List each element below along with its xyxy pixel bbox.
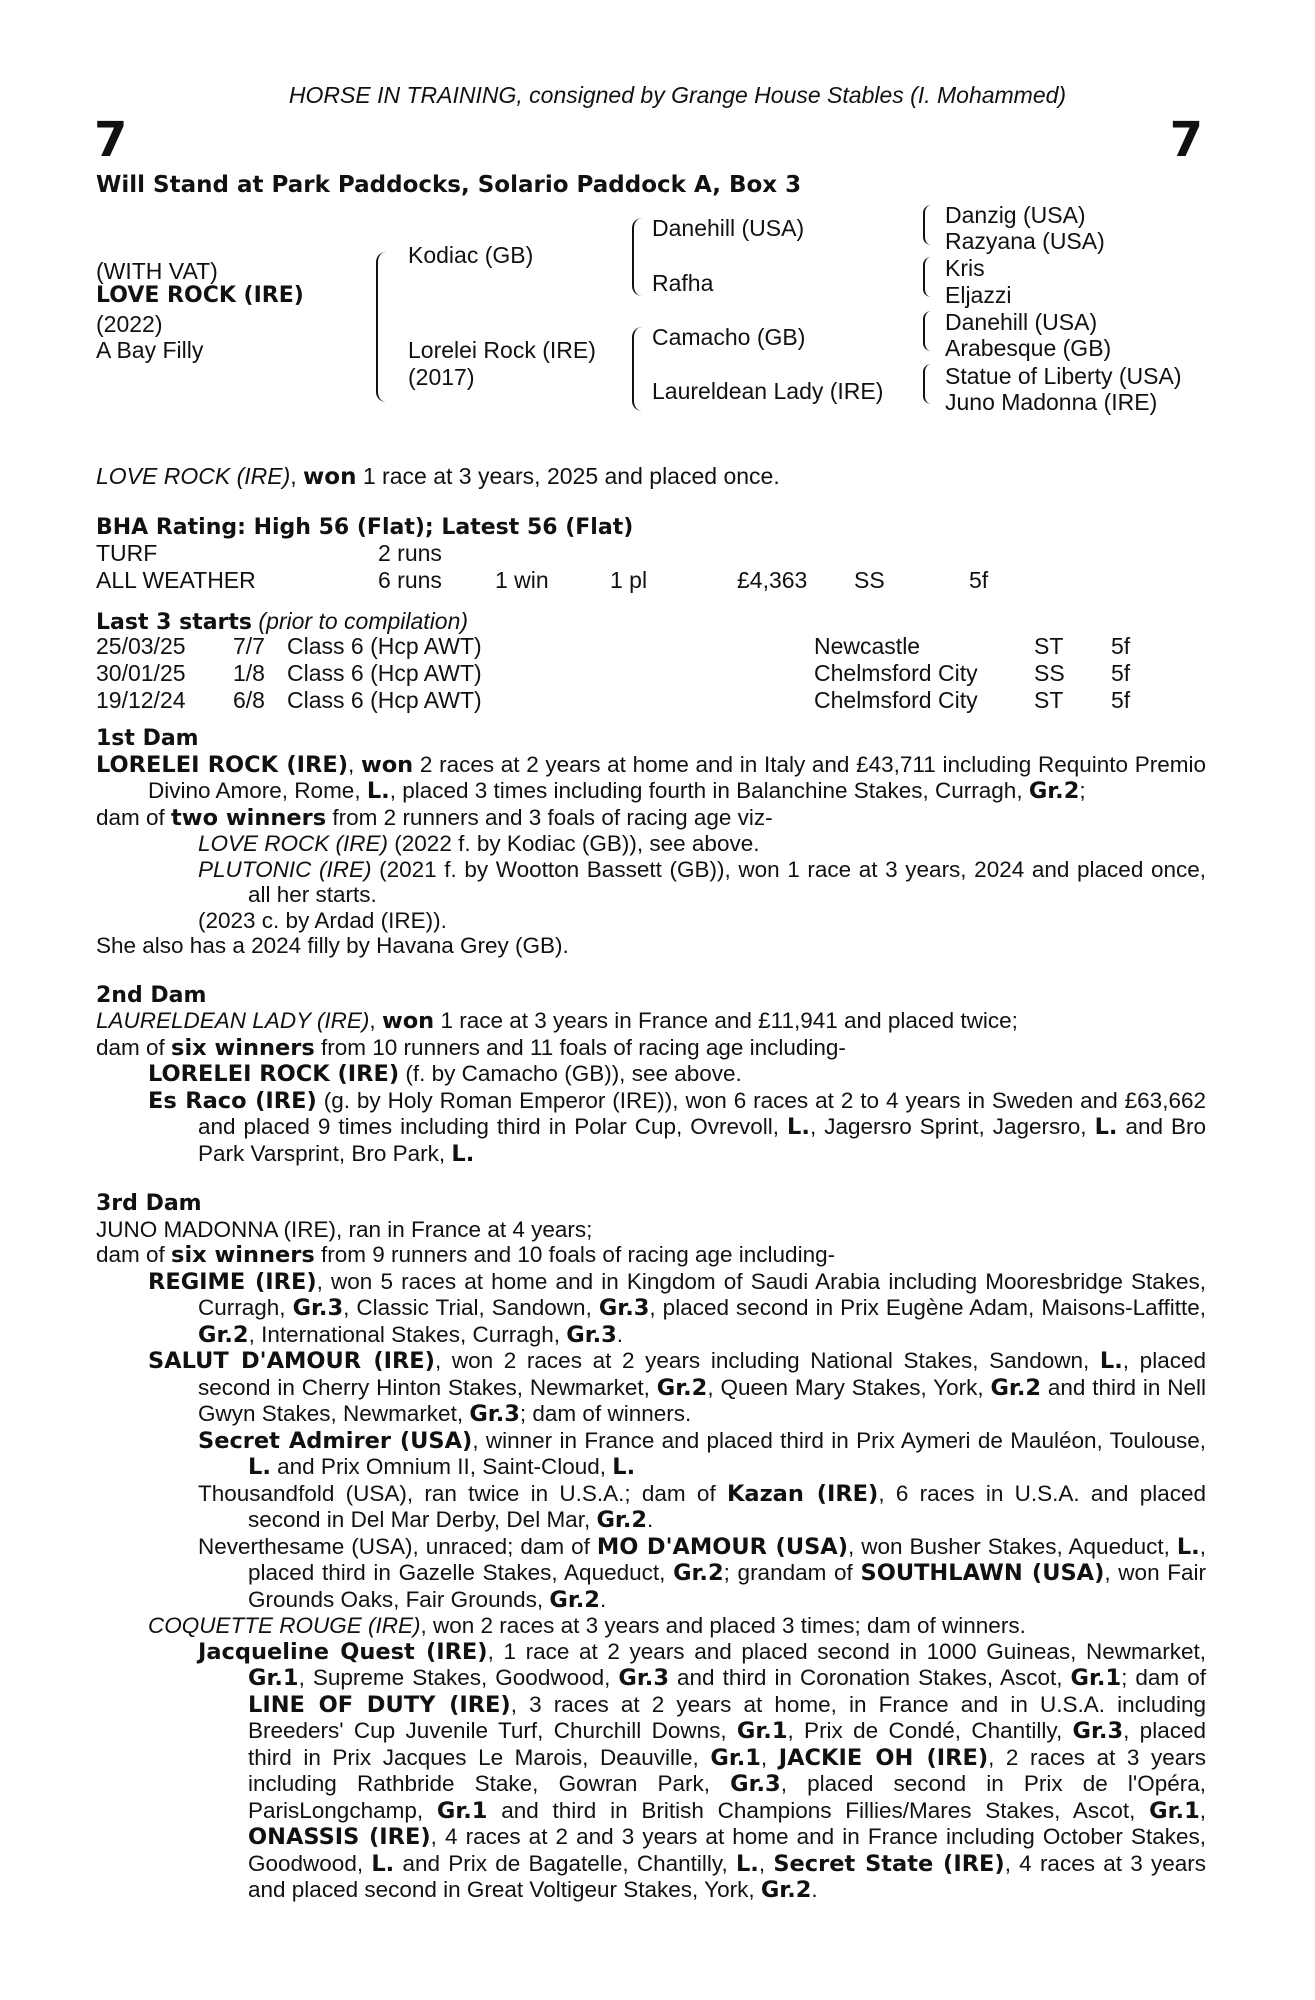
dam-dam: Laureldean Lady (IRE): [652, 378, 884, 404]
text: , placed second in Prix de l'Opéra, ParisLongchamp,: [248, 1771, 1206, 1823]
text: ; dam of winners.: [519, 1401, 692, 1426]
sire-sire: Danehill (USA): [652, 215, 805, 241]
sire: Kodiac (GB): [408, 242, 534, 268]
text: , Classic Trial, Sandown,: [343, 1295, 599, 1320]
foal-name: PLUTONIC (IRE): [198, 856, 372, 882]
date: 25/03/25: [96, 633, 186, 659]
text: , Supreme Stakes, Goodwood,: [298, 1665, 619, 1690]
text: ,: [1199, 1797, 1206, 1823]
position: 7/7: [233, 633, 265, 659]
thousandfold-entry: [96, 1481, 1206, 1534]
text: 1 race at 3 years in France and £11,941 and placed twice;: [434, 1008, 1018, 1033]
grade: Gr.3: [730, 1771, 781, 1797]
consignor-header: HORSE IN TRAINING, consigned by Grange House Stables (I. Mohammed): [288, 82, 1067, 108]
text: dam of: [96, 804, 172, 830]
grade: Gr.2: [1028, 778, 1080, 804]
text: , 3 races at 2 years at home, in France and in U.S.A. including Breeders' Cup Juvenile Turf, Churchill Downs,: [248, 1691, 1206, 1743]
jacqueline-entry: [96, 1639, 1206, 1904]
listed: L.: [1094, 1114, 1118, 1140]
grade: Gr.2: [549, 1586, 600, 1613]
text: , placed third in Prix Jacques Le Marois, Deauville,: [248, 1718, 1206, 1770]
text: ,: [758, 1850, 774, 1876]
g3-5: Danehill (USA): [945, 309, 1098, 335]
foal-name: REGIME (IRE): [148, 1268, 317, 1295]
third-dam-heading: 3rd Dam: [96, 1191, 202, 1216]
stand-location: Will Stand at Park Paddocks, Solario Paddock A, Box 3: [96, 172, 802, 198]
first-dam-record: LORELEI ROCK (IRE), won 2 races at 2 years at home and in Italy and £43,711 including Requinto Premio Divino Amore, Rome, L., placed 3 times including fourth in Balanchine Stakes, Curragh, Gr.2;: [96, 751, 1206, 804]
third-dam-record: JUNO MADONNA (IRE), ran in France at 4 years;: [96, 1216, 593, 1242]
second-dam-name: LAURELDEAN LADY (IRE): [96, 1008, 370, 1033]
distance: 5f: [969, 567, 989, 593]
course: Chelmsford City: [814, 660, 978, 686]
text: ; dam of: [1121, 1665, 1206, 1690]
text: and third in British Champions Fillies/Mares Stakes, Ascot,: [487, 1797, 1150, 1823]
text: , Prix de Condé, Chantilly,: [787, 1718, 1073, 1743]
first-dam-foal-2: [96, 857, 1206, 908]
g3-1: Danzig (USA): [945, 202, 1086, 228]
text: , placed 3 times including fourth in Balanchine Stakes, Curragh,: [389, 778, 1029, 803]
text: , Queen Mary Stakes, York,: [707, 1374, 991, 1400]
grade: Gr.3: [292, 1295, 344, 1321]
grade: Gr.1: [248, 1665, 299, 1691]
text: dam of: [96, 1242, 172, 1267]
g3-2: Razyana (USA): [945, 228, 1105, 254]
grade: Gr.3: [618, 1665, 669, 1691]
rating-row-aw: [96, 567, 988, 594]
listed: L.: [451, 1140, 475, 1167]
text: dam of: [96, 1034, 172, 1060]
summary-text: 1 race at 3 years, 2025 and placed once.: [356, 463, 780, 489]
grade: Gr.2: [198, 1321, 249, 1348]
dd-brace: [923, 364, 931, 404]
regime-entry: [96, 1269, 1206, 1349]
start-row: [96, 687, 1130, 714]
listed: L.: [612, 1454, 636, 1480]
foal-name: Jacqueline Quest (IRE): [198, 1638, 488, 1665]
grade: Gr.3: [469, 1401, 520, 1427]
distance: 5f: [1111, 633, 1131, 659]
grade: Gr.3: [598, 1295, 650, 1321]
first-dam-produce-intro: [96, 805, 1206, 832]
text: 2 races at 2 years at home and in Italy and £43,711 including Requinto Premio Divino Amore, Rome,: [148, 751, 1206, 803]
text: and Prix Omnium II, Saint-Cloud,: [270, 1454, 613, 1479]
start-row: [96, 660, 1130, 687]
ss-brace: [923, 205, 931, 245]
text: and Prix de Bagatelle, Chantilly,: [394, 1850, 736, 1876]
third-dam-produce-intro: [96, 1242, 1206, 1269]
listed: L.: [366, 778, 390, 804]
text: .: [616, 1321, 624, 1347]
grade: Gr.1: [1149, 1797, 1200, 1824]
g3-7: Statue of Liberty (USA): [945, 363, 1182, 389]
first-dam-also: She also has a 2024 filly by Havana Grey (GB).: [96, 933, 569, 958]
salut-entry: [96, 1348, 1206, 1428]
first-dam-foal-3: (2023 c. by Ardad (IRE)).: [198, 907, 447, 933]
race-class: Class 6 (Hcp AWT): [287, 687, 482, 713]
text: , won Busher Stakes, Aqueduct,: [848, 1533, 1177, 1559]
second-dam-produce-intro: [96, 1035, 1206, 1062]
foal-name: SALUT D'AMOUR (IRE): [148, 1348, 435, 1374]
grade: Gr.1: [436, 1797, 488, 1824]
text: , 4 races at 3 years and placed second in Great Voltigeur Stakes, York,: [248, 1850, 1206, 1902]
last-starts-table: [96, 633, 1130, 714]
foal-name: SOUTHLAWN (USA): [860, 1560, 1105, 1586]
text: (2021 f. by Wootton Bassett (GB)), won 1 race at 3 years, 2024 and placed once, all her starts.: [248, 856, 1206, 907]
grade: Gr.2: [656, 1374, 708, 1401]
places: [610, 540, 737, 567]
wins: [495, 540, 610, 567]
going: ST: [1034, 687, 1064, 713]
prize: £4,363: [737, 567, 808, 593]
bha-rating: BHA Rating: High 56 (Flat); Latest 56 (Flat): [96, 515, 634, 540]
text: (g. by Holy Roman Emperor (IRE)), won 6 races at 2 to 4 years in Sweden and £63,662 and placed 9 times including third in Polar Cup, Ovrevoll,: [198, 1087, 1206, 1139]
distance: 5f: [1111, 687, 1131, 713]
grade: Gr.3: [566, 1321, 617, 1348]
text: .: [811, 1877, 818, 1902]
going: ST: [1034, 633, 1064, 659]
text: .: [647, 1507, 654, 1532]
text: from 9 runners and 10 foals of racing age including-: [314, 1242, 836, 1267]
foal-name: Es Raco (IRE): [148, 1087, 317, 1114]
dam: Lorelei Rock (IRE): [408, 337, 596, 363]
going: [854, 540, 969, 567]
text: ,: [760, 1744, 779, 1770]
race-summary: LOVE ROCK (IRE), won 1 race at 3 years, 2025 and placed once.: [96, 463, 780, 490]
grade: Gr.2: [596, 1507, 648, 1533]
listed: L.: [1176, 1533, 1200, 1560]
rating-table: [96, 540, 988, 594]
first-dam-heading: 1st Dam: [96, 726, 199, 751]
course: Chelmsford City: [814, 687, 978, 713]
text: and third in Nell Gwyn Stakes, Newmarket,: [198, 1374, 1207, 1426]
pedigree-brace: [376, 252, 388, 402]
text: (f. by Camacho (GB)), see above.: [399, 1061, 742, 1086]
coquette-entry: [96, 1613, 1206, 1639]
listed: L.: [1099, 1348, 1123, 1374]
foal-name: Secret Admirer (USA): [198, 1427, 473, 1454]
winner-count: six winners: [171, 1242, 315, 1268]
grade: Gr.1: [710, 1744, 761, 1771]
dam-year: (2017): [408, 364, 475, 390]
text: , winner in France and placed third in Prix Aymeri de Mauléon, Toulouse,: [472, 1427, 1206, 1453]
text: from 2 runners and 3 foals of racing age viz-: [326, 804, 773, 830]
horse-year: (2022): [96, 311, 163, 337]
text: , placed second in Cherry Hinton Stakes, Newmarket,: [198, 1348, 1206, 1400]
text: ; grandam of: [723, 1560, 861, 1585]
race-class: Class 6 (Hcp AWT): [287, 633, 482, 659]
lot-number-right: 7: [1169, 112, 1203, 168]
horse-description: A Bay Filly: [96, 337, 204, 363]
foal-name: COQUETTE ROUGE (IRE): [148, 1613, 421, 1638]
text: , Jagersro Sprint, Jagersro,: [809, 1114, 1095, 1139]
text: from 10 runners and 11 foals of racing age including-: [314, 1034, 846, 1060]
going: SS: [854, 567, 885, 593]
grade: Gr.2: [760, 1877, 812, 1903]
grade: Gr.1: [1070, 1665, 1122, 1691]
summary-horse-name: LOVE ROCK (IRE): [96, 463, 291, 489]
last-starts-title: Last 3 starts: [96, 610, 253, 635]
text: and third in Coronation Stakes, Ascot,: [668, 1665, 1071, 1690]
text: and Bro Park Varsprint, Bro Park,: [198, 1114, 1207, 1166]
foal-name: MO D'AMOUR (USA): [596, 1533, 848, 1560]
race-class: Class 6 (Hcp AWT): [287, 660, 482, 686]
text: Neverthesame (USA), unraced; dam of: [198, 1533, 597, 1559]
dam-brace: [632, 327, 642, 411]
runs: 6 runs: [378, 567, 442, 593]
grade: Gr.2: [990, 1374, 1042, 1401]
first-dam-name: LORELEI ROCK (IRE): [96, 751, 348, 778]
text: , won 2 races at 3 years and placed 3 times; dam of winners.: [420, 1613, 1026, 1638]
foal-name: LINE OF DUTY (IRE): [248, 1691, 511, 1718]
course: Newcastle: [814, 633, 921, 659]
sd-brace: [923, 257, 931, 297]
text: , 1 race at 2 years and placed second in 1000 Guineas, Newmarket,: [487, 1638, 1206, 1664]
places: 1 pl: [610, 567, 648, 593]
grade: Gr.3: [1072, 1718, 1124, 1744]
second-dam-record: LAURELDEAN LADY (IRE), won 1 race at 3 years in France and £11,941 and placed twice;: [96, 1008, 1018, 1034]
g3-6: Arabesque (GB): [945, 335, 1112, 361]
neverthesame-entry: [96, 1534, 1206, 1614]
won-word: won: [360, 751, 414, 778]
listed: L.: [248, 1454, 271, 1480]
listed: L.: [371, 1850, 395, 1877]
text: Thousandfold (USA), ran twice in U.S.A.; dam of: [198, 1480, 727, 1506]
text: ;: [1079, 778, 1086, 803]
foal-name: ONASSIS (IRE): [248, 1824, 431, 1850]
text: (2022 f. by Kodiac (GB)), see above.: [388, 831, 760, 856]
date: 19/12/24: [96, 687, 186, 713]
prize: [737, 540, 854, 567]
first-dam-foal-1: [96, 831, 1206, 857]
dam-sire: Camacho (GB): [652, 324, 806, 350]
wins: 1 win: [495, 567, 549, 593]
second-dam-foal-2: [96, 1088, 1206, 1168]
vat-label: (WITH VAT): [96, 258, 218, 284]
foal-name: JACKIE OH (IRE): [778, 1744, 989, 1771]
text: , International Stakes, Curragh,: [248, 1321, 567, 1347]
g3-3: Kris: [945, 255, 985, 281]
text: , 4 races at 2 and 3 years at home and in France including October Stakes, Goodwood,: [248, 1824, 1206, 1876]
position: 1/8: [233, 660, 265, 686]
grade: Gr.2: [673, 1560, 724, 1586]
g3-8: Juno Madonna (IRE): [945, 389, 1158, 415]
date: 30/01/25: [96, 660, 186, 686]
secret-admirer-entry: [96, 1428, 1206, 1481]
dam-sections: [96, 726, 1206, 1904]
grade: Gr.1: [736, 1718, 788, 1744]
foal-name: Secret State (IRE): [773, 1850, 1005, 1877]
sire-dam: Rafha: [652, 270, 714, 296]
lot-number-left: 7: [94, 112, 128, 168]
position: 6/8: [233, 687, 265, 713]
surface: TURF: [96, 540, 158, 566]
rating-row-turf: [96, 540, 988, 567]
text: , placed third in Gazelle Stakes, Aqueduct,: [248, 1533, 1206, 1585]
distance: [969, 540, 988, 567]
foal-name: LOVE ROCK (IRE): [198, 831, 389, 856]
horse-name: LOVE ROCK (IRE): [96, 283, 304, 308]
going: SS: [1034, 660, 1065, 686]
foal-name: Kazan (IRE): [726, 1480, 879, 1507]
text: , 6 races in U.S.A. and placed second in Del Mar Derby, Del Mar,: [248, 1480, 1206, 1532]
last-starts-heading: [96, 608, 468, 635]
text: , won Fair Grounds Oaks, Fair Grounds,: [248, 1560, 1207, 1612]
g3-4: Eljazzi: [945, 282, 1012, 308]
winner-count: two winners: [171, 804, 327, 831]
won-word: won: [381, 1008, 435, 1034]
text: , 2 races at 3 years including Rathbride Stake, Gowran Park,: [248, 1744, 1206, 1796]
text: , won 5 races at home and in Kingdom of Saudi Arabia including Mooresbridge Stakes, Curragh,: [198, 1268, 1207, 1320]
winner-count: six winners: [171, 1034, 315, 1061]
start-row: [96, 633, 1130, 660]
last-starts-note: (prior to compilation): [258, 608, 469, 634]
text: .: [599, 1586, 607, 1612]
listed: L.: [787, 1114, 810, 1140]
text: , placed second in Prix Eugène Adam, Maisons-Laffitte,: [649, 1295, 1206, 1320]
second-dam-heading: 2nd Dam: [96, 982, 207, 1008]
distance: 5f: [1111, 660, 1131, 686]
text: , won 2 races at 2 years including National Stakes, Sandown,: [434, 1348, 1100, 1373]
foal-name: LORELEI ROCK (IRE): [148, 1061, 400, 1087]
summary-won: won: [303, 464, 357, 490]
listed: L.: [735, 1850, 759, 1877]
surface: ALL WEATHER: [96, 567, 256, 593]
runs: 2 runs: [378, 540, 442, 566]
ds-brace: [923, 311, 931, 351]
sire-brace: [632, 218, 642, 296]
second-dam-foal-1: [96, 1061, 1206, 1088]
